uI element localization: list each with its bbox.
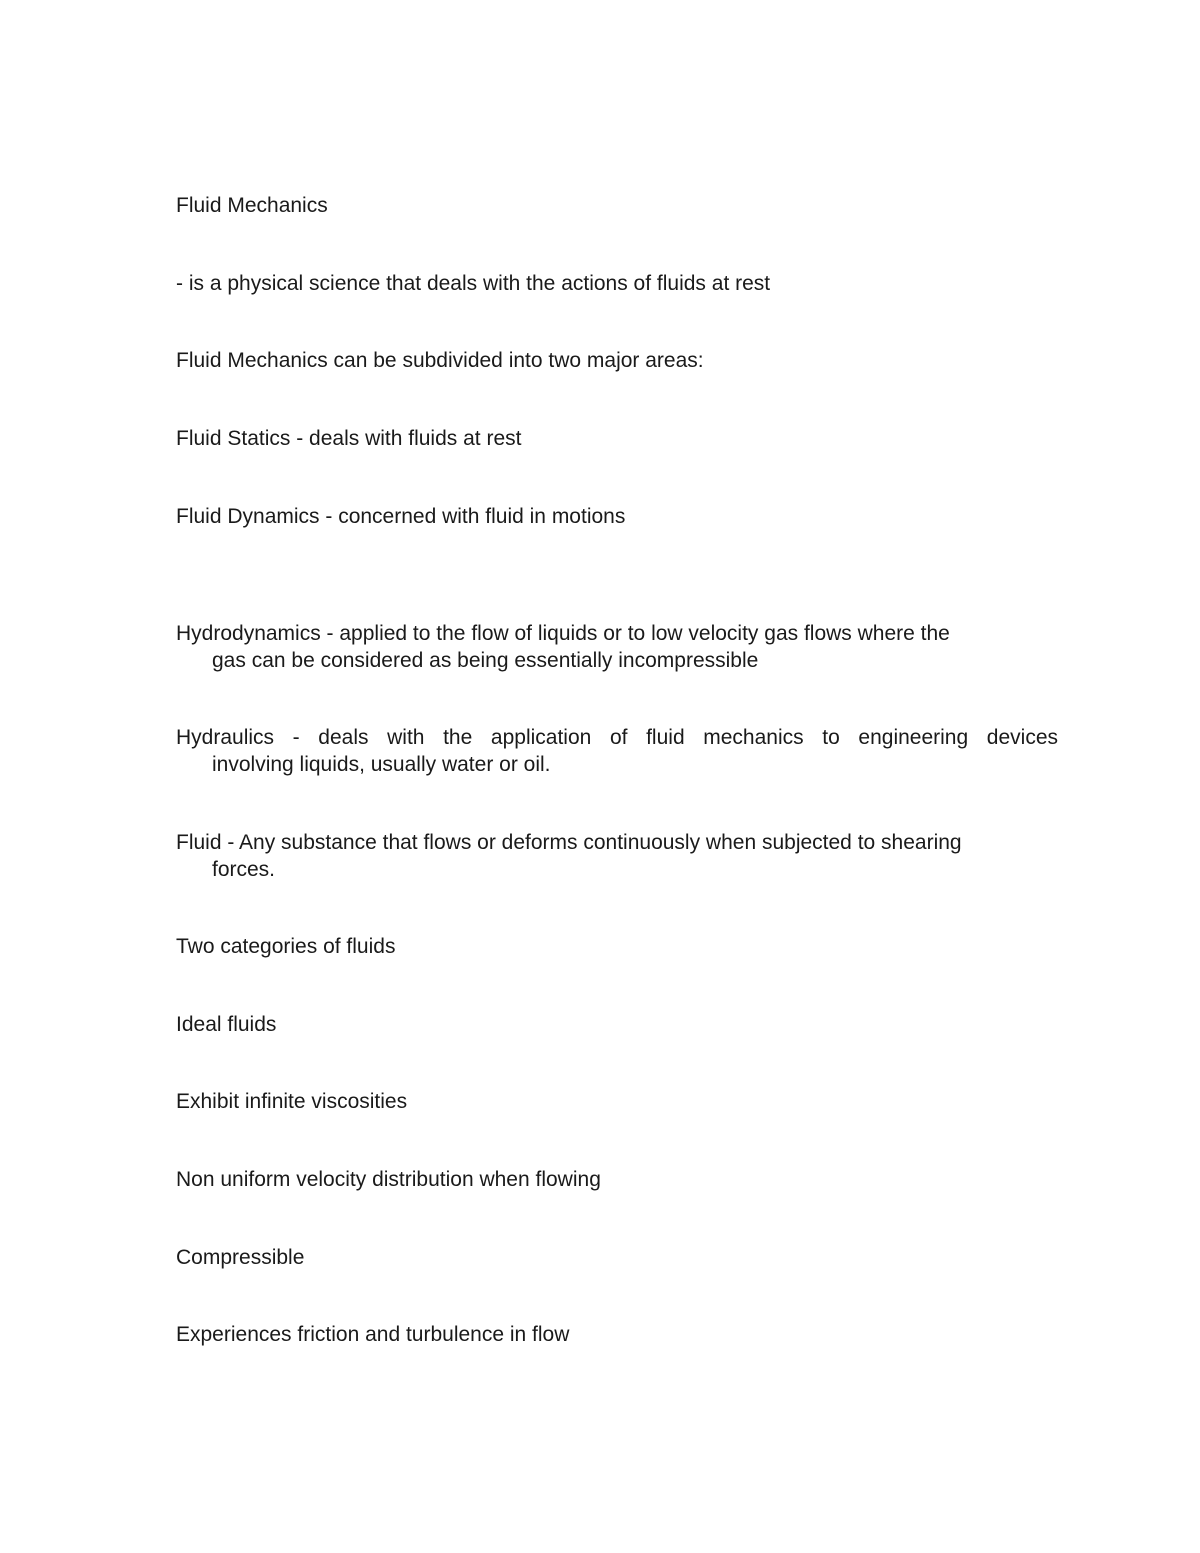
ideal-fluids-label: Ideal fluids [176,1013,277,1036]
definition-text: - is a physical science that deals with the actions of fluids at rest [176,272,771,295]
fluid-dynamics-text: Fluid Dynamics - concerned with fluid in motions [176,505,626,528]
hydrodynamics-line-2: gas can be considered as being essentially incompressible [212,649,759,672]
hydraulics-paragraph [176,724,1058,778]
list-item: Compressible [176,1246,305,1269]
list-item: Experiences friction and turbulence in flow [176,1323,570,1346]
hydrodynamics-paragraph [176,620,1058,674]
fluid-definition-paragraph [176,829,1058,883]
hydraulics-line-2: involving liquids, usually water or oil. [212,753,551,776]
fluid-definition-line-2: forces. [212,858,276,881]
hydrodynamics-line-1: Hydrodynamics - applied to the flow of liquids or to low velocity gas flows where the [176,622,950,645]
categories-heading: Two categories of fluids [176,935,396,958]
hydraulics-line-1: Hydraulics - deals with the application of fluid mechanics to engineering devices [176,726,1058,749]
list-item: Exhibit infinite viscosities [176,1090,408,1113]
document-title: Fluid Mechanics [176,194,328,217]
fluid-statics-text: Fluid Statics - deals with fluids at rest [176,427,522,450]
fluid-definition-line-1: Fluid - Any substance that flows or deforms continuously when subjected to shearing [176,831,962,854]
subdivision-intro: Fluid Mechanics can be subdivided into two major areas: [176,349,704,372]
list-item: Non uniform velocity distribution when flowing [176,1168,601,1191]
